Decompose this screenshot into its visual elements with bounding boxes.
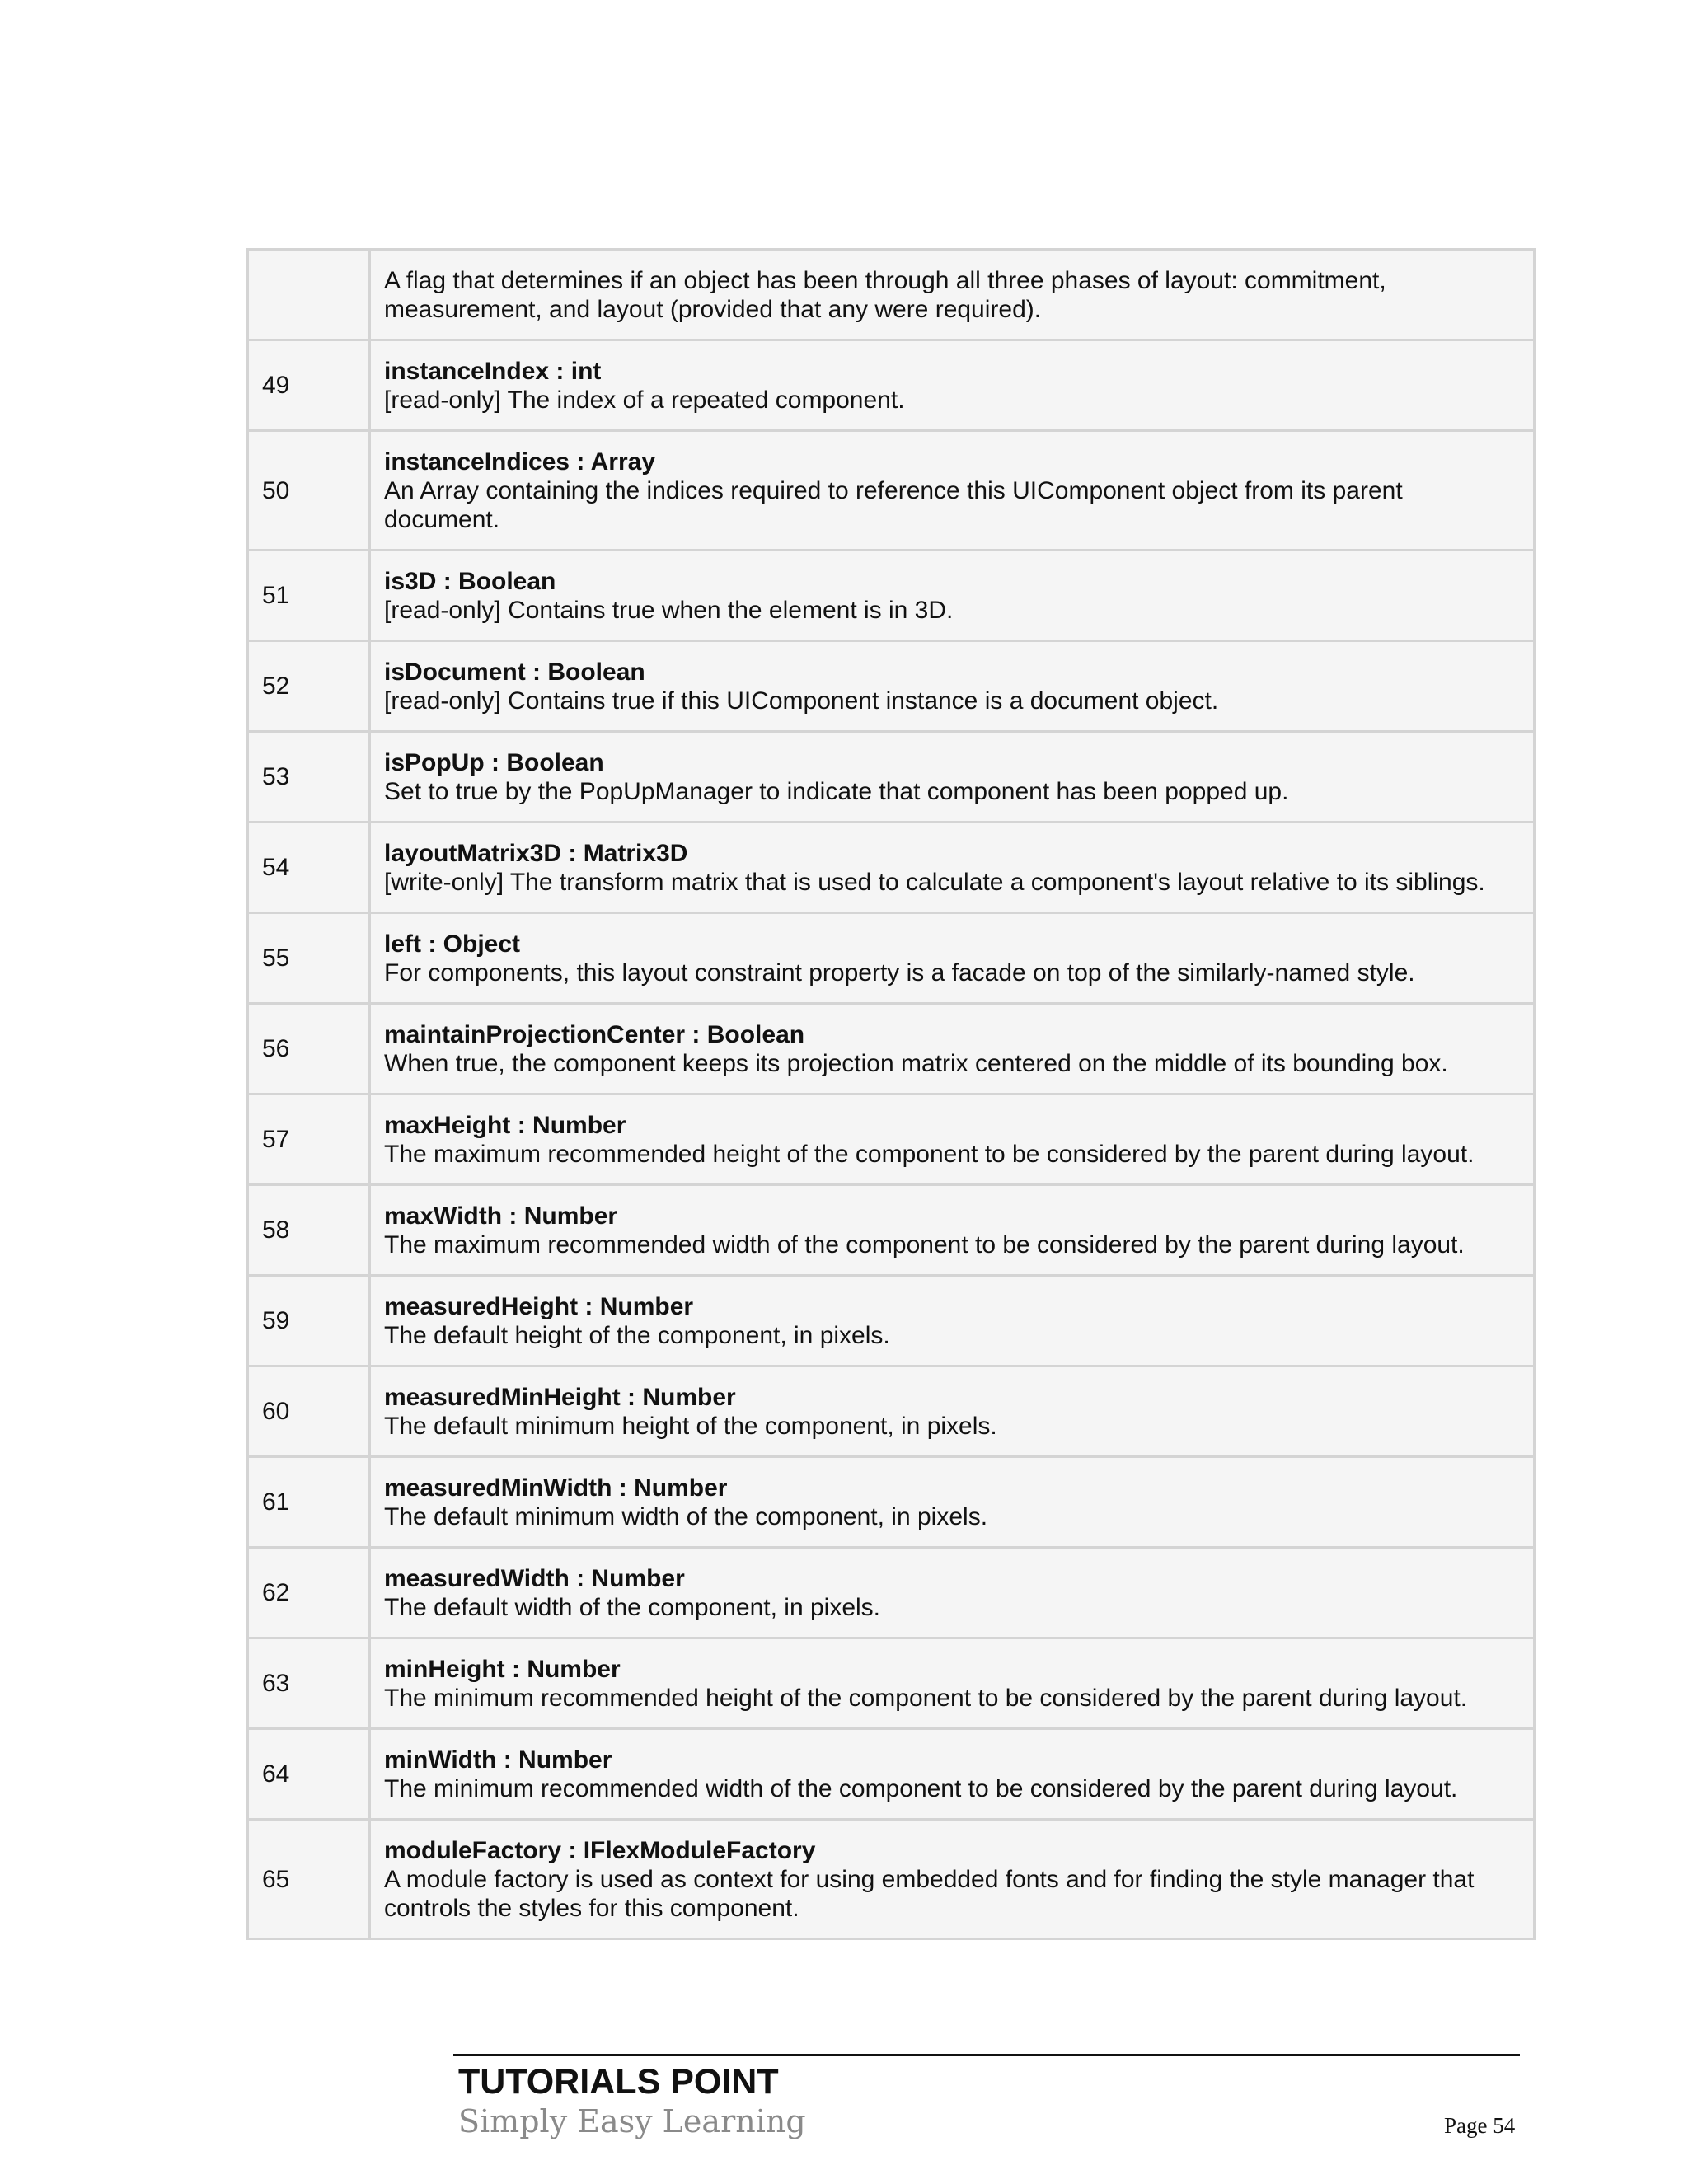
row-number: 63 (248, 1638, 370, 1729)
property-description: A flag that determines if an object has been through all three phases of layout: commitment, measurement, and layout (provided that any were required). (384, 266, 1386, 323)
property-description: The default height of the component, in pixels. (384, 1321, 890, 1349)
row-content (370, 431, 1535, 551)
property-name: maintainProjectionCenter : Boolean (384, 1020, 805, 1048)
property-description: [write-only] The transform matrix that is used to calculate a component's layout relative to its siblings. (384, 868, 1485, 896)
row-content (370, 1457, 1535, 1548)
property-description: When true, the component keeps its projection matrix centered on the middle of its bounding box. (384, 1049, 1448, 1077)
property-description: The default minimum height of the component, in pixels. (384, 1412, 997, 1440)
row-content (370, 641, 1535, 732)
row-content (370, 1276, 1535, 1366)
property-description: [read-only] Contains true when the element is in 3D. (384, 596, 954, 624)
table-row (248, 1457, 1535, 1548)
row-content (370, 1548, 1535, 1638)
row-content (370, 823, 1535, 913)
property-description: An Array containing the indices required to reference this UIComponent object from its parent document. (384, 476, 1403, 533)
row-content (370, 1366, 1535, 1457)
property-description: A module factory is used as context for using embedded fonts and for finding the style manager that controls the styles for this component. (384, 1865, 1475, 1922)
property-description: For components, this layout constraint property is a facade on top of the similarly-named style. (384, 958, 1415, 987)
table-row (248, 823, 1535, 913)
property-name: minWidth : Number (384, 1746, 612, 1774)
row-number: 60 (248, 1366, 370, 1457)
property-name: instanceIndex : int (384, 357, 602, 385)
property-description: The minimum recommended height of the component to be considered by the parent during layout. (384, 1684, 1468, 1712)
row-content (370, 1185, 1535, 1276)
property-description: Set to true by the PopUpManager to indicate that component has been popped up. (384, 777, 1289, 805)
row-content (370, 732, 1535, 823)
table-row (248, 732, 1535, 823)
property-description: The maximum recommended width of the component to be considered by the parent during layout. (384, 1230, 1465, 1258)
row-number: 59 (248, 1276, 370, 1366)
table-row (248, 1729, 1535, 1820)
row-number: 61 (248, 1457, 370, 1548)
table-row (248, 250, 1535, 340)
row-content (370, 250, 1535, 340)
table-row (248, 340, 1535, 431)
property-name: measuredMinWidth : Number (384, 1474, 728, 1502)
table-row (248, 431, 1535, 551)
row-number: 58 (248, 1185, 370, 1276)
table-row (248, 1820, 1535, 1939)
row-content (370, 1094, 1535, 1185)
property-name: instanceIndices : Array (384, 448, 656, 476)
property-name: isPopUp : Boolean (384, 748, 604, 776)
property-description: The maximum recommended height of the component to be considered by the parent during layout. (384, 1140, 1475, 1168)
row-content (370, 1638, 1535, 1729)
property-name: isDocument : Boolean (384, 658, 645, 686)
row-content (370, 913, 1535, 1004)
row-number: 65 (248, 1820, 370, 1939)
row-number: 51 (248, 551, 370, 641)
row-content (370, 1729, 1535, 1820)
property-name: measuredWidth : Number (384, 1564, 685, 1592)
property-description: The default width of the component, in pixels. (384, 1593, 881, 1621)
property-name: left : Object (384, 930, 521, 958)
table-row (248, 1638, 1535, 1729)
row-content (370, 551, 1535, 641)
table-row (248, 1185, 1535, 1276)
property-description: The minimum recommended width of the component to be considered by the parent during layout. (384, 1774, 1458, 1802)
footer-tagline: Simply Easy Learning (458, 2103, 806, 2139)
property-name: layoutMatrix3D : Matrix3D (384, 839, 688, 867)
row-number: 49 (248, 340, 370, 431)
row-number (248, 250, 370, 340)
table-row (248, 1366, 1535, 1457)
row-number: 57 (248, 1094, 370, 1185)
property-name: measuredHeight : Number (384, 1292, 694, 1320)
row-number: 56 (248, 1004, 370, 1094)
property-description: [read-only] The index of a repeated component. (384, 386, 905, 414)
footer-brand: TUTORIALS POINT (458, 2062, 779, 2102)
table-row (248, 641, 1535, 732)
table-row (248, 913, 1535, 1004)
property-name: maxWidth : Number (384, 1202, 618, 1230)
footer-divider (453, 2054, 1520, 2056)
table-row (248, 1004, 1535, 1094)
property-name: minHeight : Number (384, 1655, 621, 1683)
row-number: 62 (248, 1548, 370, 1638)
table-row (248, 1094, 1535, 1185)
property-name: measuredMinHeight : Number (384, 1383, 736, 1411)
property-description: [read-only] Contains true if this UIComponent instance is a document object. (384, 687, 1219, 715)
row-number: 52 (248, 641, 370, 732)
row-content (370, 340, 1535, 431)
row-number: 54 (248, 823, 370, 913)
row-number: 55 (248, 913, 370, 1004)
table-row (248, 1548, 1535, 1638)
table-row (248, 551, 1535, 641)
property-description: The default minimum width of the component, in pixels. (384, 1502, 988, 1530)
row-content (370, 1004, 1535, 1094)
row-number: 64 (248, 1729, 370, 1820)
row-number: 50 (248, 431, 370, 551)
table-row (248, 1276, 1535, 1366)
properties-table (246, 248, 1536, 1940)
page-number: Page 54 (1444, 2113, 1516, 2138)
property-name: maxHeight : Number (384, 1111, 626, 1139)
property-name: moduleFactory : IFlexModuleFactory (384, 1836, 816, 1864)
property-name: is3D : Boolean (384, 567, 556, 595)
row-content (370, 1820, 1535, 1939)
row-number: 53 (248, 732, 370, 823)
